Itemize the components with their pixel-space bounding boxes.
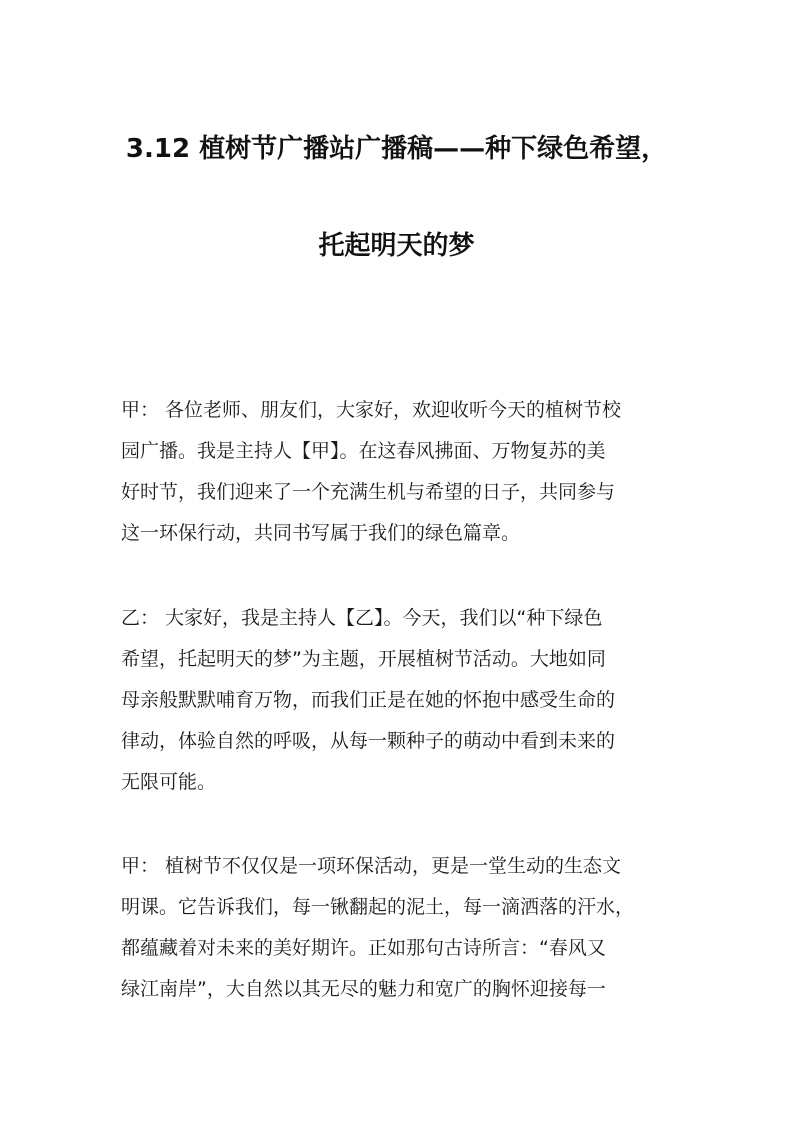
text-line: 这一环保行动，共同书写属于我们的绿色篇章。 bbox=[121, 522, 521, 544]
text-line: 律动，体验自然的呼吸，从每一颗种子的萌动中看到未来的 bbox=[121, 730, 616, 752]
text-line: 乙： 大家好，我是主持人【乙】。今天，我们以“种下绿色 bbox=[121, 607, 603, 629]
text-line: 无限可能。 bbox=[121, 771, 217, 793]
document-title-line-2: 托起明天的梦 bbox=[318, 231, 475, 261]
text-line: 希望，托起明天的梦”为主题，开展植树节活动。大地如同 bbox=[121, 648, 606, 670]
text-line: 明课。它告诉我们，每一锹翻起的泥土，每一滴洒落的汗水， bbox=[121, 896, 635, 918]
text-line: 都蕴藏着对未来的美好期许。正如那句古诗所言：“春风又 bbox=[121, 937, 606, 959]
text-line: 甲： 各位老师、朋友们，大家好，欢迎收听今天的植树节校 bbox=[121, 399, 622, 421]
text-line: 园广播。我是主持人【甲】。在这春风拂面、万物复苏的美 bbox=[121, 440, 606, 462]
text-line: 母亲般默默哺育万物，而我们正是在她的怀抱中感受生命的 bbox=[121, 689, 616, 711]
text-line: 绿江南岸”，大自然以其无尽的魅力和宽广的胸怀迎接每一 bbox=[121, 978, 606, 1000]
paragraph-3 bbox=[121, 846, 681, 1010]
document-title-line-1: 3.12 植树节广播站广播稿——种下绿色希望， bbox=[125, 134, 668, 164]
paragraph-2 bbox=[121, 598, 681, 803]
text-line: 甲： 植树节不仅仅是一项环保活动，更是一堂生动的生态文 bbox=[121, 855, 622, 877]
paragraph-1 bbox=[121, 390, 681, 554]
text-line: 好时节，我们迎来了一个充满生机与希望的日子，共同参与 bbox=[121, 481, 616, 503]
